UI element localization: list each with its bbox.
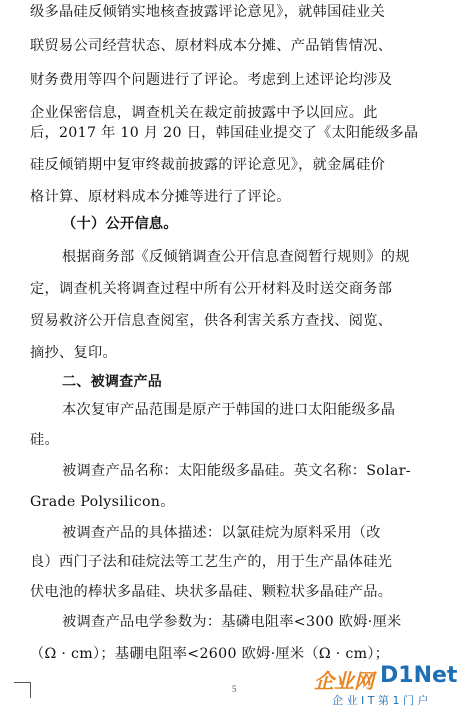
text-line: 根据商务部《反倾销调查公开信息查阅暂行规则》的规 bbox=[62, 249, 410, 265]
text-line: 被调查产品的具体描述：以氯硅烷为原料采用（改 bbox=[62, 525, 381, 541]
watermark-brand-latin: D1Net bbox=[380, 663, 458, 688]
text-line: 后，2017 年 10 月 20 日，韩国硅业提交了《太阳能级多晶 bbox=[30, 125, 419, 141]
text-line: 硅反倾销期中复审终裁前披露的评论意见》，就金属硅价 bbox=[30, 157, 386, 173]
page-number: 5 bbox=[232, 684, 237, 694]
section-heading: （十）公开信息。 bbox=[62, 216, 178, 232]
text-line: 本次复审产品范围是原产于韩国的进口太阳能级多晶 bbox=[62, 402, 396, 418]
text-line: 定，调查机关将调查过程中所有公开材料及时送交商务部 bbox=[30, 281, 393, 297]
text-line: 伏电池的棒状多晶硅、块状多晶硅、颗粒状多晶硅产品。 bbox=[30, 584, 393, 600]
text-line: 被调查产品电学参数为：基磷电阻率<300 欧姆·厘米 bbox=[62, 614, 402, 630]
crop-mark bbox=[14, 682, 30, 683]
text-line: 企业保密信息，调查机关在裁定前披露中予以回应。此 bbox=[30, 105, 378, 121]
text-line: 被调查产品名称：太阳能级多晶硅。英文名称：Solar- bbox=[62, 463, 411, 479]
watermark-logo bbox=[312, 664, 474, 709]
text-line: 摘抄、复印。 bbox=[30, 345, 117, 361]
text-line: 联贸易公司经营状态、原材料成本分摊、产品销售情况、 bbox=[30, 38, 393, 54]
text-line: 良）西门子法和硅烷法等工艺生产的，用于生产晶体硅光 bbox=[30, 554, 393, 570]
section-heading: 二、被调查产品 bbox=[62, 374, 163, 390]
crop-mark bbox=[30, 682, 31, 698]
watermark-brand: 企业网 bbox=[314, 669, 374, 693]
text-line: Grade Polysilicon。 bbox=[30, 494, 175, 510]
text-line: 级多晶硅反倾销实地核查披露评论意见》，就韩国硅业关 bbox=[30, 4, 386, 20]
text-line: 格计算、原材料成本分摊等进行了评论。 bbox=[30, 189, 291, 205]
text-line: （Ω · cm）；基硼电阻率<2600 欧姆·厘米（Ω · cm）； bbox=[30, 646, 390, 662]
text-line: 贸易救济公开信息查阅室，供各利害关系方查找、阅览、 bbox=[30, 313, 393, 329]
watermark-tagline: 企 业 I T 第 1 门 户 bbox=[332, 694, 429, 707]
text-line: 硅。 bbox=[30, 432, 59, 448]
text-line: 财务费用等四个问题进行了评论。考虑到上述评论均涉及 bbox=[30, 72, 393, 88]
